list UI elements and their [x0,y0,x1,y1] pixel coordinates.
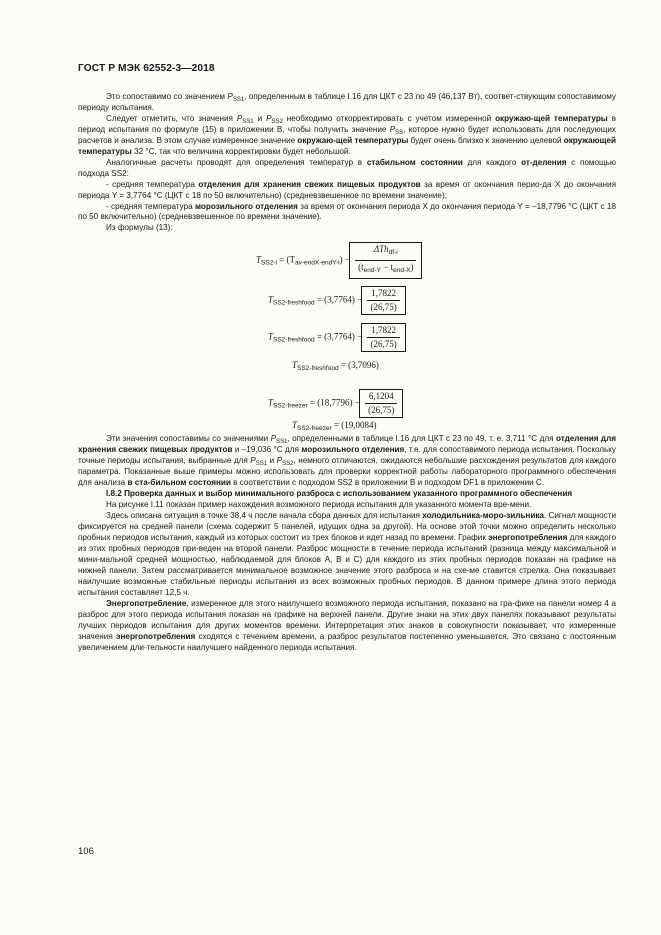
paragraph: Здесь описана ситуация в точке 38,4 ч после начала сбора данных для испытания холодильника-моро-зильника. Сигнал мощности фиксируется на средней панели (схема содержит 5 панелей, идущих одна за другой). На основе этой точки можно определить несколько пробных периодов испытания, каждый из которых состоит из трех блоков и идет назад по времени. График энергопотребления для каждого из этих пробных периодов при-веден на второй панели. Разброс мощности в течение периода испытаний (разница между максимальной и мини-мальной средней мощностью, наблюдаемой для блоков А, В и С) для каждого из этих пробных периодов показан на графике на нижней панели. Затем рассматривается минимальное возможное значение этого разброса и на схе-ме ставится стрелка. Она показывает наилучшие возможные стабильные периоды испытания из всех возможных пробных периодов. В данном примере длина этого периода испытания составляет 12,5 ч. [78,511,616,597]
page-number: 106 [78,846,94,857]
document-body [78,92,616,653]
paragraph: Это сопоставимо со значением $P_{SS1}$, определенным в таблице I.16 для ЦКТ с 23 по 49 (46,137 Вт), соответ-ствующим сопоставимому периоду испытания. [78,92,616,112]
list-item: - средняя температура морозильного отделения за время от окончания периода X до окончания периода Y = –18,7796 °С (ЦКТ с 18 по 50 включительно) (средневзвешенное по времени значение). [78,201,616,222]
paragraph: Эти значения сопоставимы со значениями $P_{SS1}$, определенными в таблице I.16 для ЦКТ с 23 по 49, т. е. 3,711 °С для отделения для хранения свежих пищевых продуктов и –19,036 °С для морозильного отделения, т.е. для сопоставимого периода испытания. Поскольку точные периоды испытания, выбранные для $P_{SS1}$ и $P_{SS2}$, немного отличаются, ожидаются небольшие расхождения результатов для каждого параметра. Показанные выше примеры можно использовать для проверки корректной работы лабораторного программного обеспечения для анализа в ста-бильном состоянии в соответствии с подходом SS2 в приложении В и подходом DF1 в приложении С. [78,434,616,488]
paragraph: Энергопотребление, измеренное для этого наилучшего возможного периода испытания, показано на гра-фике на панели номер 4 а разброс для этого периода испытания показан на графике на верхней панели. Другие знаки на этих двух панелях показывают результаты лучших периодов испытания для других моментов времени. Интерпретация этих знаков в совокупности показывает, что измеренные значения энергопотребления сходятся с течением времени, а разброс результатов постепенно уменьшается. Это связано с постоянным увеличением дли-тельности наилучшего найденного периода испытания. [78,598,616,652]
formula-freezer: $T_{SS2-freezer} = (18,7796)$ − $\frac{6,1204}{(26,75)}$ [268,389,400,418]
document-header: ГОСТ Р МЭК 62552-3—2018 [78,63,215,74]
formula-freezer-result: $T_{SS2-freezer} = (19,0084)$ [292,420,377,433]
paragraph: На рисунке I.11 показан пример нахождения возможного периода испытания для указанного момента вре-мени. [106,500,532,510]
formula-freshfood-2: $T_{SS2-freshfood} = (3,7764)$ − $\frac{1,7822}{(26,75)}$ [268,323,403,352]
formula-block [78,236,616,433]
formula-freshfood-result: $T_{SS2-freshfood} = (3,7096)$ [292,360,379,373]
paragraph: Следует отметить, что значения $P_{SS1}$ и $P_{SS2}$ необходимо откорректировать с учетом измеренной окружаю-щей температуры в период испытания по формуле (15) в приложении В, чтобы получить значение $P_{SS}$, которое нужно будет использовать для последующих расчетов и анализа. В этом случае измеренное значение окружаю-щей температуры будет очень близко к значению целевой окружающей температуры 32 °С, так что величина корректировки будет небольшой. [78,113,616,156]
section-heading: I.8.2 Проверка данных и выбор минимального разброса с использованием указанного программного обеспечения [106,489,573,499]
paragraph: Из формулы (13): [106,223,173,233]
formula-general: $T_{SS2-i} = (T_{av-endX-endY-i})$ − $\frac{\Delta Th_{df-i}}{(t_{end-Y} - t_{end-X})}$ [256,242,419,279]
formula-fraction: $\frac{\Delta Th_{df-i}}{(t_{end-Y} - t_{end-X})}$ [355,244,416,277]
paragraph: Аналогичные расчеты проводят для определения температур в стабильном состоянии для каждого от-деления с помощью подхода SS2: [78,157,616,178]
formula-bracket [352,242,419,279]
formula-freshfood-1: $T_{SS2-freshfood} = (3,7764)$ − $\frac{1,7822}{(26,75)}$ [268,286,403,315]
list-item: - средняя температура отделения для хранения свежих пищевых продуктов за время от окончания перио-да X до окончания периода Y = 3,7764 °С (ЦКТ с 18 по 50 включительно) (средневзвешенное по времени значение); [78,179,616,200]
